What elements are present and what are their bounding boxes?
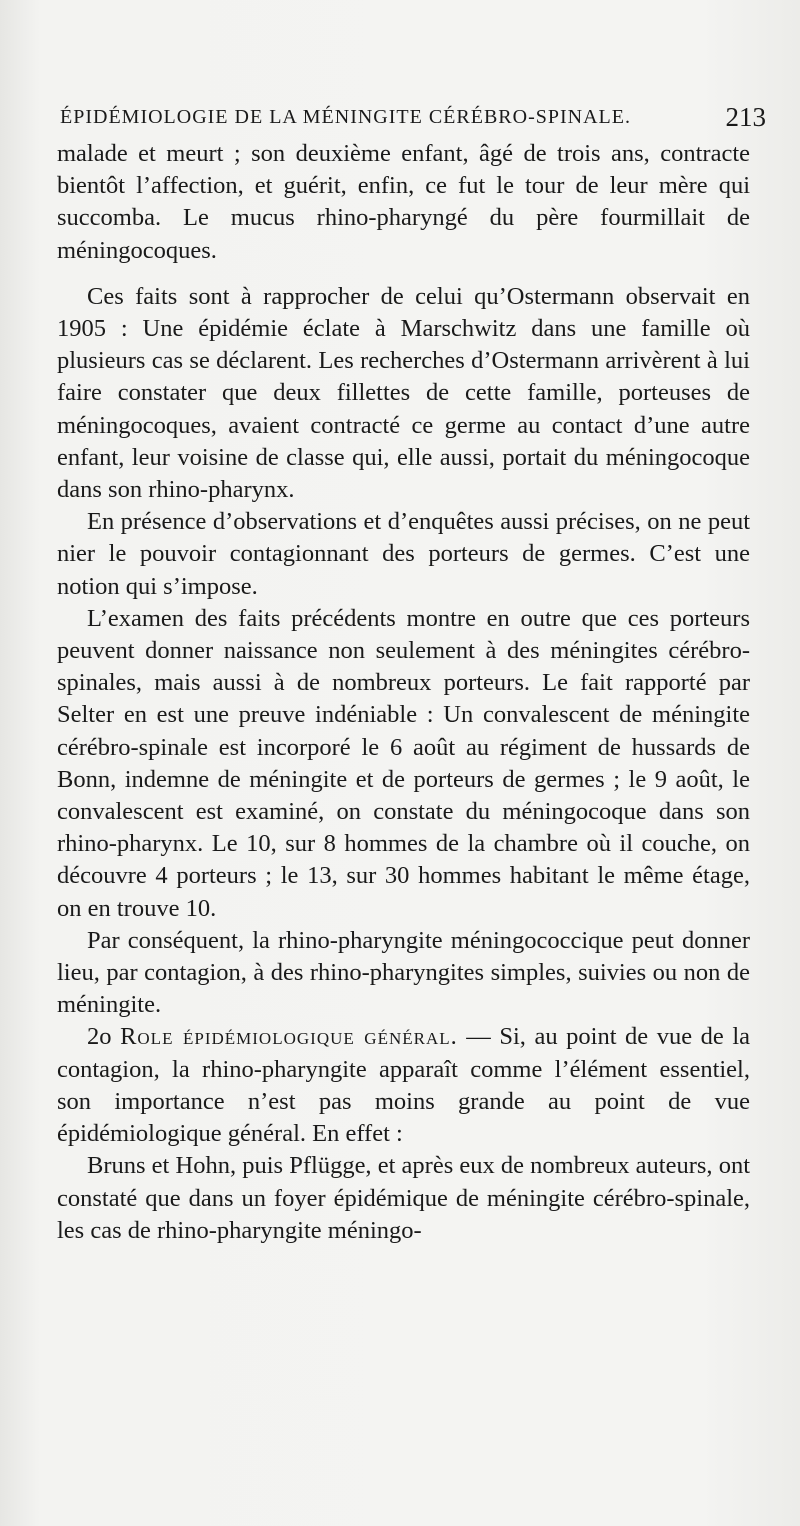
paragraph-examen: L’examen des faits précédents montre en outre que ces porteurs peuvent donner naissance non seulement à des méningites cérébro-spinales, mais aussi à de nombreux porteurs. Le fait rapporté par Selter en est une preuve indéniable : Un convalescent de méningite cérébro-spinale est incorporé le 6 août au régiment de hussards de Bonn, indemne de méningite et de porteurs de germes ; le 9 août, le convalescent est examiné, on constate du méningocoque dans son rhino-pharynx. Le 10, sur 8 hommes de la chambre où il couche, on découvre 4 porteurs ; le 13, sur 30 hommes habitant le même étage, on en trouve 10. [57, 604, 750, 922]
paragraph-continued: malade et meurt ; son deuxième enfant, âgé de trois ans, contracte bientôt l’affection, et guérit, enfin, ce fut le tour de leur mère qui succomba. Le mucus rhino-pharyngé du père fourmillait de méningocoques. [57, 140, 750, 264]
section-heading: Role épidémiologique général. [120, 1023, 458, 1051]
paragraph-ostermann: Ces faits sont à rapprocher de celui qu’Ostermann observait en 1905 : Une épidémie éclate à Marschwitz dans une famille où plusieurs cas se déclarent. Les recherches d’Ostermann arrivèrent à lui faire constater que deux fillettes de cette famille, porteuses de méningocoques, avaient contracté ce germe au contact d’une autre enfant, leur voisine de classe qui, elle aussi, portait du méningocoque dans son rhino-pharynx. [57, 282, 750, 504]
paragraph-consequent: Par conséquent, la rhino-pharyngite méningococcique peut donner lieu, par contagion, à des rhino-pharyngites simples, suivies ou non de méningite. [57, 926, 750, 1019]
section-paragraph [57, 1021, 750, 1150]
paragraph-observations: En présence d’observations et d’enquêtes aussi précises, on ne peut nier le pouvoir contagionnant des porteurs de germes. C’est une notion qui s’impose. [57, 508, 750, 600]
section-number: 2o [87, 1023, 112, 1051]
paragraph-bruns: Bruns et Hohn, puis Pflügge, et après eux de nombreux auteurs, ont constaté que dans un foyer épidémique de méningite cérébro-spinale, les cas de rhino-pharyngite méningo- [57, 1152, 750, 1244]
page-number: 213 [725, 102, 766, 132]
section-text: — Si, au point de vue de la contagion, la rhino-pharyngite apparaît comme l’élément essentiel, son importance n’est pas moins grande au point de vue épidémiologique général. En effet : [57, 1023, 750, 1148]
page-header [60, 92, 766, 132]
running-title: ÉPIDÉMIOLOGIE DE LA MÉNINGITE CÉRÉBRO-SPINALE. [60, 106, 631, 128]
body-text [57, 138, 750, 1247]
